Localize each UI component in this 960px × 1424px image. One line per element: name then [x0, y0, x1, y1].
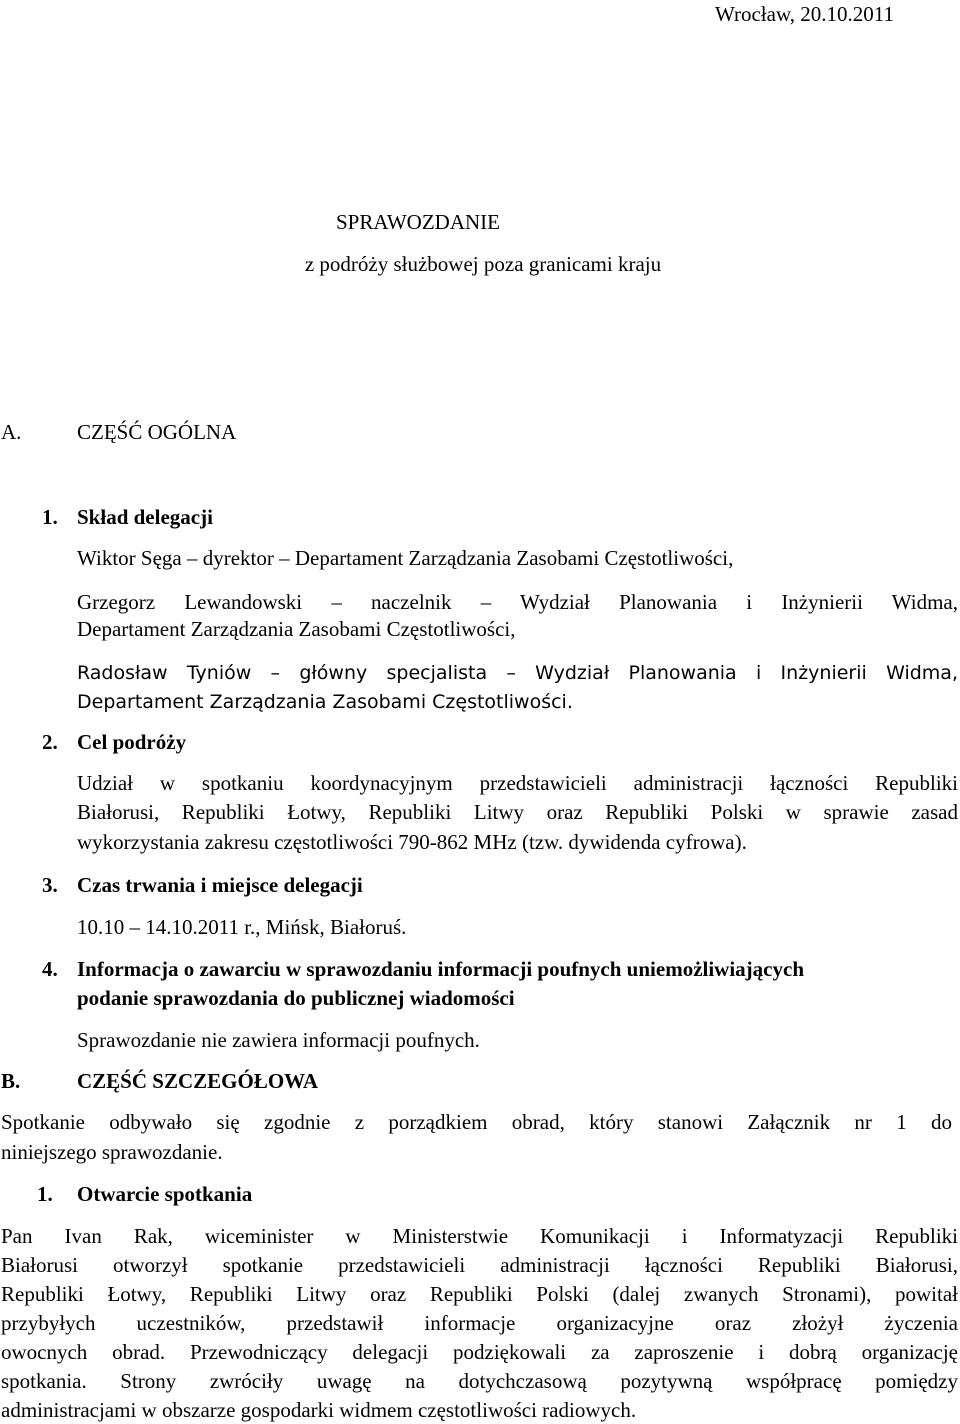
purpose-line-2: Białorusi, Republiki Łotwy, Republiki Litwy oraz Republiki Polski w sprawie zasad	[77, 800, 958, 824]
document-subtitle: z podróży służbowej poza granicami kraju	[304, 252, 662, 276]
opening-line-1: Pan Ivan Rak, wiceminister w Ministerstwie Komunikacji i Informatyzacji Republiki	[1, 1224, 958, 1248]
opening-line-5: owocnych obrad. Przewodniczący delegacji podziękowali za zaproszenie i dobrą organizację	[1, 1340, 958, 1364]
confidential-info-note: Sprawozdanie nie zawiera informacji poufnych.	[77, 1028, 480, 1052]
section-a1-number: 1.	[42, 505, 58, 529]
delegation-member-3: Radosław Tyniów – główny specjalista – Wydział Planowania i Inżynierii Widma,	[77, 662, 958, 684]
section-a4-heading-line-1: Informacja o zawarciu w sprawozdaniu informacji poufnych uniemożliwiających	[77, 957, 804, 981]
section-a1-heading: Skład delegacji	[77, 505, 213, 529]
delegation-member-1: Wiktor Sęga – dyrektor – Departament Zarządzania Zasobami Częstotliwości,	[77, 546, 734, 570]
section-a2-heading: Cel podróży	[77, 730, 187, 754]
purpose-line-1: Udział w spotkaniu koordynacyjnym przedstawicieli administracji łączności Republiki	[77, 771, 958, 795]
place-date: Wrocław, 20.10.2011	[715, 2, 894, 26]
delegation-member-3-dept: Departament Zarządzania Zasobami Częstotliwości.	[77, 691, 573, 713]
section-a3-heading: Czas trwania i miejsce delegacji	[77, 873, 363, 897]
section-b1-number: 1.	[37, 1182, 53, 1206]
delegation-member-2: Grzegorz Lewandowski – naczelnik – Wydział Planowania i Inżynierii Widma,	[77, 590, 958, 614]
section-a4-heading-line-2: podanie sprawozdania do publicznej wiadomości	[77, 986, 515, 1010]
part-a-heading: CZĘŚĆ OGÓLNA	[77, 420, 237, 444]
opening-line-7: administracjami w obszarze gospodarki widmem częstotliwości radiowych.	[1, 1398, 637, 1422]
opening-line-3: Republiki Łotwy, Republiki Litwy oraz Republiki Polski (dalej zwanych Stronami), powitał	[1, 1282, 958, 1306]
document-title: SPRAWOZDANIE	[336, 210, 500, 234]
opening-line-4: przybyłych uczestników, przedstawił informacje organizacyjne oraz złożył życzenia	[1, 1311, 958, 1335]
section-b1-heading: Otwarcie spotkania	[77, 1182, 253, 1206]
opening-line-6: spotkania. Strony zwróciły uwagę na dotychczasową pozytywną współpracę pomiędzy	[1, 1369, 958, 1393]
part-b-heading: CZĘŚĆ SZCZEGÓŁOWA	[77, 1069, 318, 1093]
section-a3-number: 3.	[42, 873, 58, 897]
delegation-member-2-dept: Departament Zarządzania Zasobami Częstotliwości,	[77, 617, 516, 641]
section-a4-number: 4.	[42, 957, 58, 981]
purpose-line-3: wykorzystania zakresu częstotliwości 790-862 MHz (tzw. dywidenda cyfrowa).	[77, 830, 747, 854]
part-b-intro-line-1: Spotkanie odbywało się zgodnie z porządkiem obrad, który stanowi Załącznik nr 1 do	[1, 1110, 952, 1134]
part-b-letter: B.	[1, 1069, 21, 1093]
section-a2-number: 2.	[42, 730, 58, 754]
duration-place: 10.10 – 14.10.2011 r., Mińsk, Białoruś.	[77, 915, 407, 939]
opening-line-2: Białorusi otworzył spotkanie przedstawicieli administracji łączności Republiki Białorusi,	[1, 1253, 958, 1277]
part-a-letter: A.	[1, 420, 22, 444]
part-b-intro-line-2: niniejszego sprawozdanie.	[1, 1140, 223, 1164]
